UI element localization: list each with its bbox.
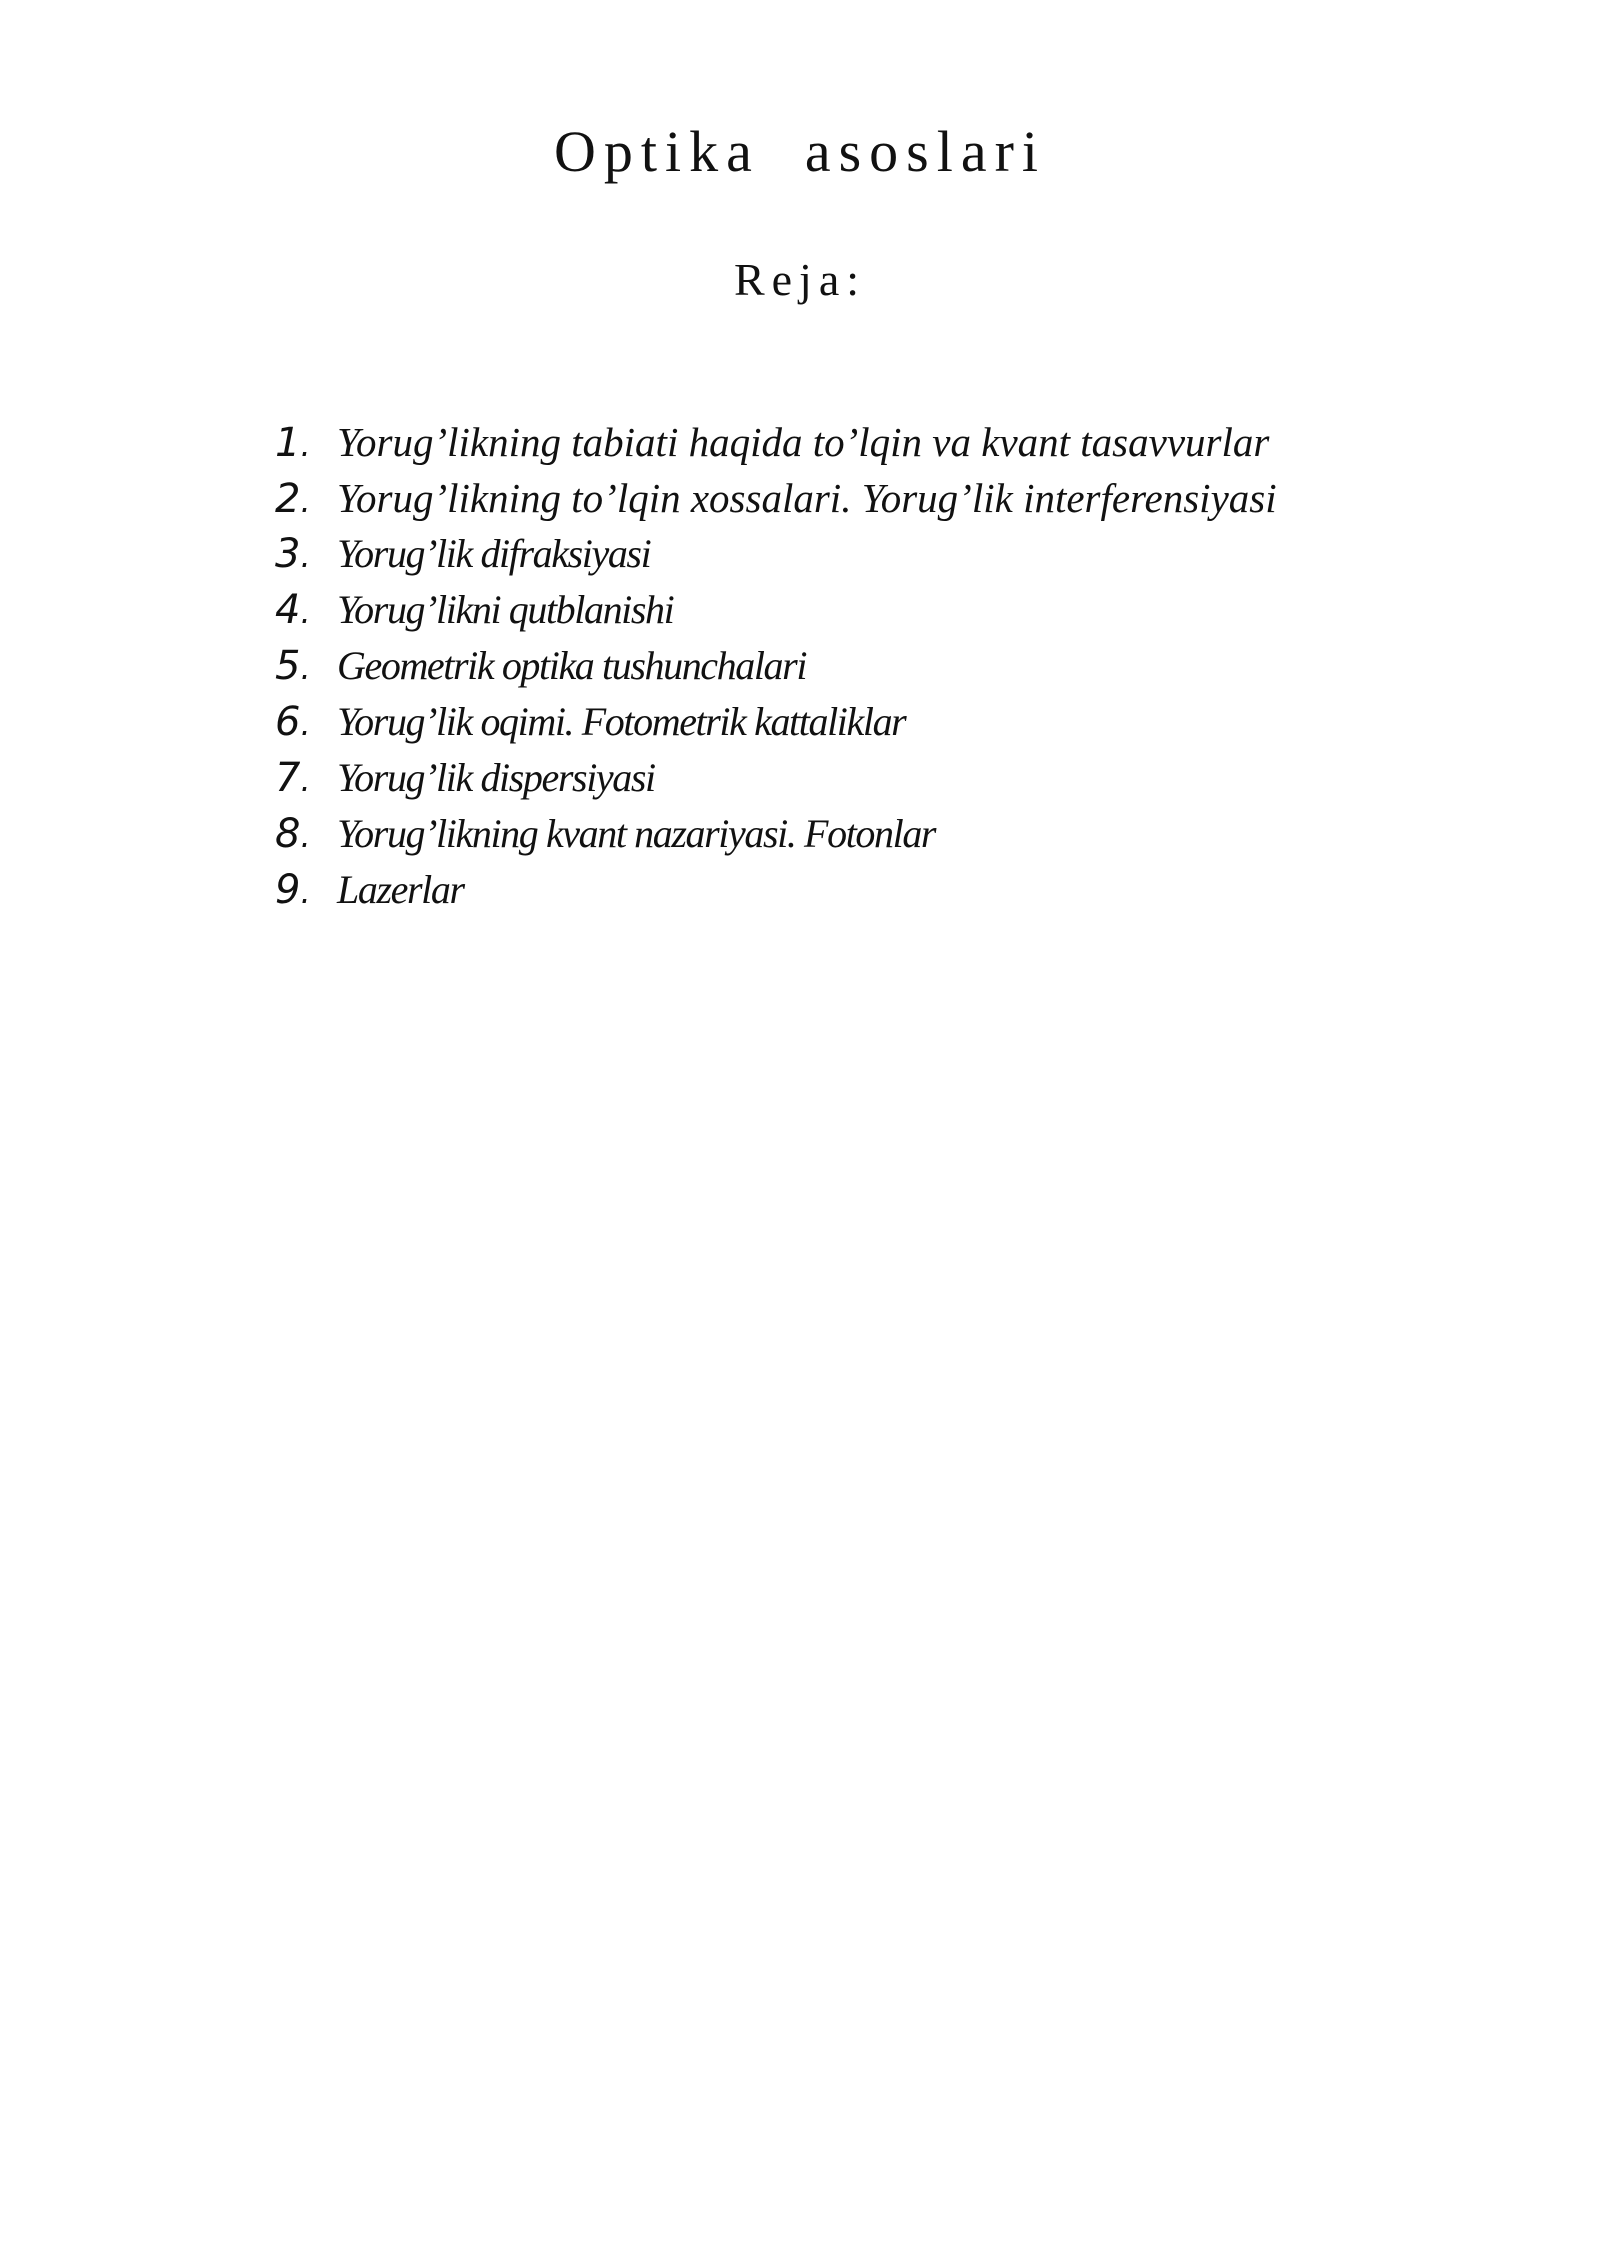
plan-item: 9. Lazerlar [275, 867, 464, 913]
plan-item-number: 6 [275, 699, 301, 745]
plan-item-text: Yorug’likning to’lqin xossalari. Yorug’lik interferensiyasi [337, 475, 1277, 521]
plan-item: 3. Yorug’lik difraksiyasi [275, 531, 651, 577]
plan-list [275, 418, 1395, 922]
plan-item-text: Yorug’likning kvant nazariyasi. Fotonlar [337, 811, 936, 856]
plan-item-number: 2 [275, 476, 301, 522]
plan-item-text: Yorug’lik dispersiyasi [337, 755, 655, 800]
plan-item-text: Geometrik optika tushunchalari [337, 643, 807, 688]
plan-item-number: 8 [275, 811, 301, 857]
plan-item-text: Yorug’likning tabiati haqida to’lqin va kvant tasavvurlar [337, 419, 1270, 465]
plan-item-number: 9 [275, 867, 301, 913]
plan-item: 1. Yorug’likning tabiati haqida to’lqin va kvant tasavvurlar [275, 419, 1270, 466]
plan-item: 6. Yorug’lik oqimi. Fotometrik kattaliklar [275, 699, 906, 745]
plan-item-text: Yorug’likni qutblanishi [337, 587, 674, 632]
plan-heading: Reja: [733, 254, 867, 305]
plan-item-text: Lazerlar [337, 867, 464, 912]
plan-item: 5. Geometrik optika tushunchalari [275, 643, 807, 689]
document-title: Optika asoslari [553, 119, 1047, 184]
plan-item: 8. Yorug’likning kvant nazariyasi. Fotonlar [275, 811, 936, 857]
plan-item-number: 4 [275, 587, 301, 633]
plan-item: 2. Yorug’likning to’lqin xossalari. Yorug’lik interferensiyasi [275, 475, 1277, 522]
plan-item-number: 7 [275, 755, 301, 801]
plan-item-number: 1 [275, 420, 301, 466]
plan-item-number: 3 [275, 531, 301, 577]
plan-item-text: Yorug’lik difraksiyasi [337, 531, 651, 576]
plan-item-number: 5 [275, 643, 301, 689]
plan-item: 4. Yorug’likni qutblanishi [275, 587, 674, 633]
plan-item-text: Yorug’lik oqimi. Fotometrik kattaliklar [337, 699, 906, 744]
plan-item: 7. Yorug’lik dispersiyasi [275, 755, 655, 801]
